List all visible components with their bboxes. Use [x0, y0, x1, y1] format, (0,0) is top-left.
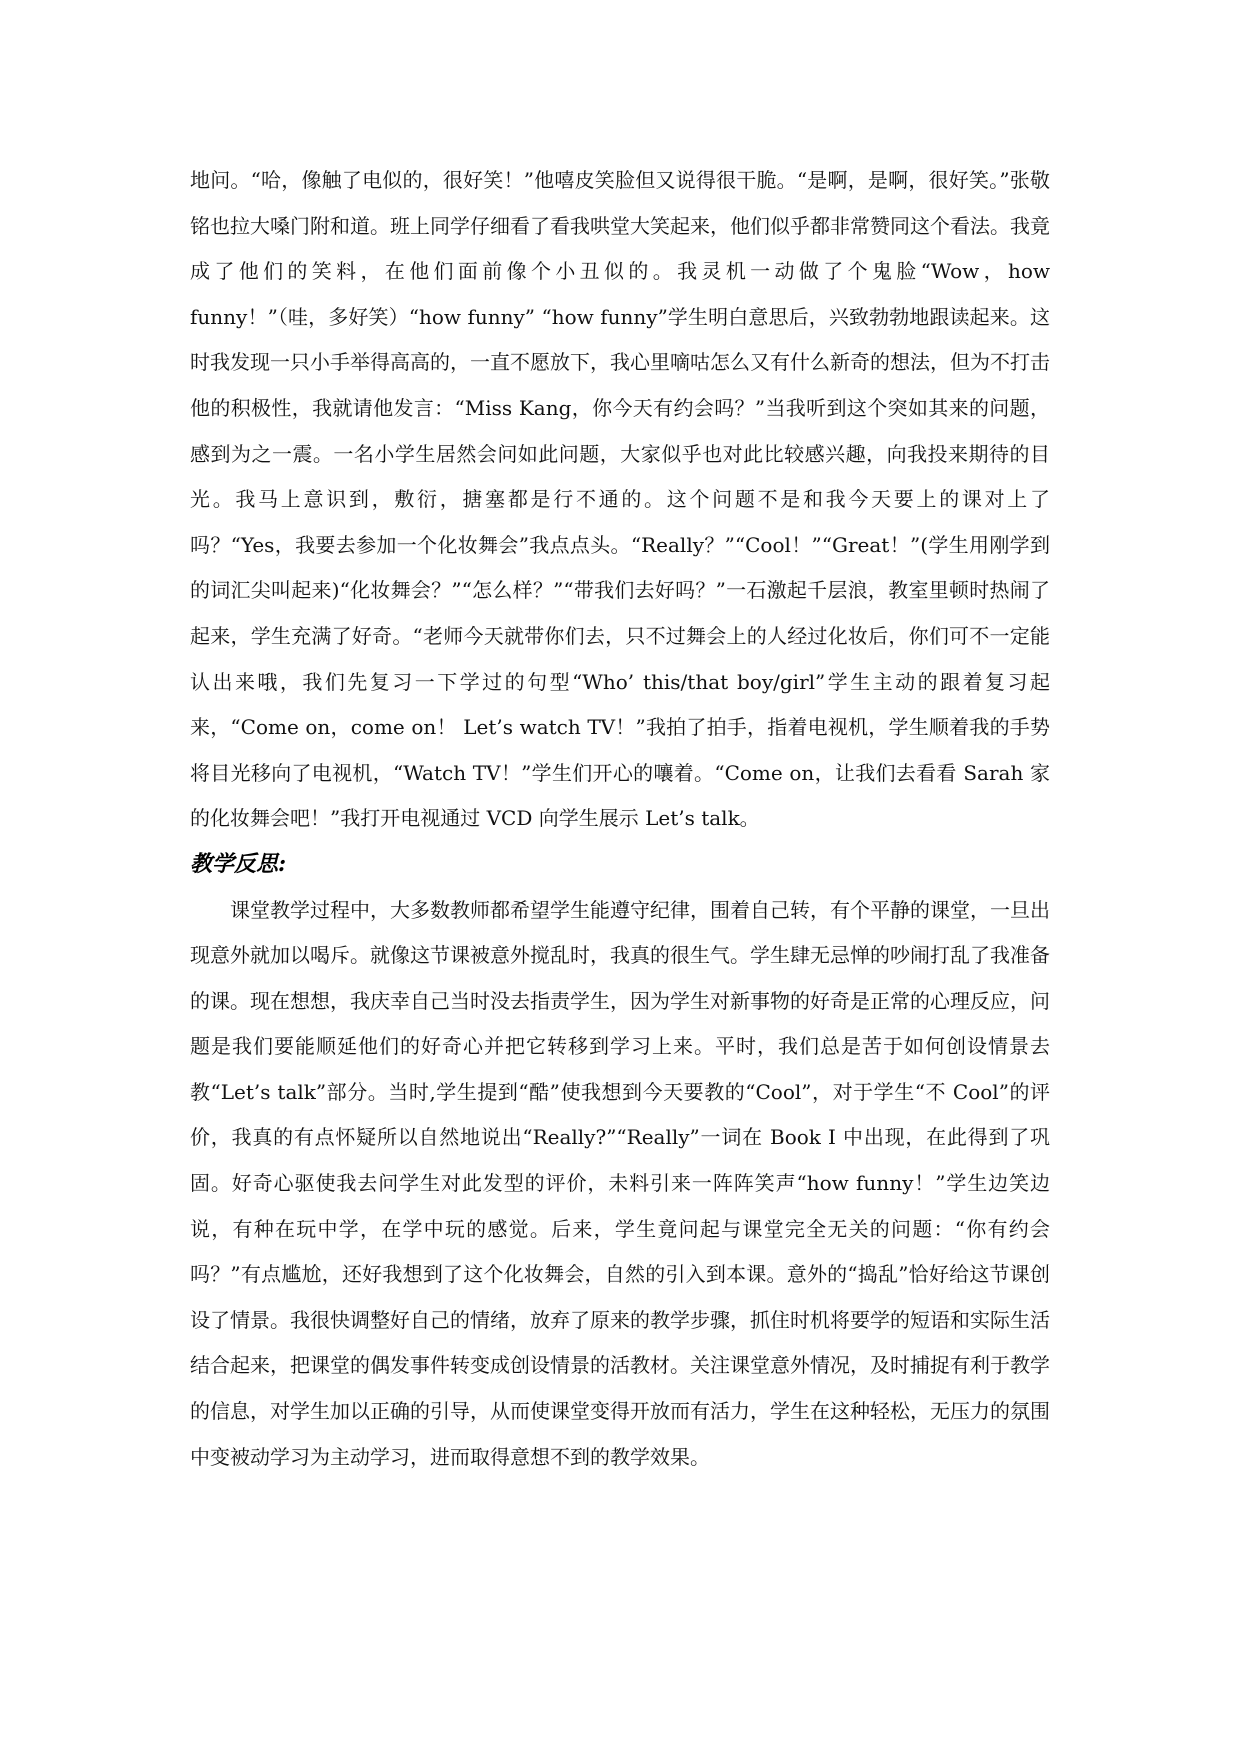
reflection-paragraph: 课堂教学过程中，大多数教师都希望学生能遵守纪律，围着自己转，有个平静的课堂，一旦出现意外就加以喝斥。就像这节课被意外搅乱时，我真的很生气。学生肆无忌惮的吵闹打乱了我准备的课。现在想想，我庆幸自己当时没去指责学生，因为学生对新事物的好奇是正常的心理反应，问题是我们要能顺延他们的好奇心并把它转移到学习上来。平时，我们总是苦于如何创设情景去教“Let’s talk”部分。当时,学生提到“酷”使我想到今天要教的“Cool”，对于学生“不 Cool”的评价，我真的有点怀疑所以自然地说出“Really?”“Really”一词在 Book I 中出现，在此得到了巩固。好奇心驱使我去问学生对此发型的评价，未料引来一阵阵笑声“how funny！”学生边笑边说，有种在玩中学，在学中玩的感觉。后来，学生竟问起与课堂完全无关的问题：“你有约会吗？”有点尴尬，还好我想到了这个化妆舞会，自然的引入到本课。意外的“捣乱”恰好给这节课创设了情景。我很快调整好自己的情绪，放弃了原来的教学步骤，抓住时机将要学的短语和实际生活结合起来，把课堂的偶发事件转变成创设情景的活教材。关注课堂意外情况，及时捕捉有利于教学的信息，对学生加以正确的引导，从而使课堂变得开放而有活力，学生在这种轻松，无压力的氛围中变被动学习为主动学习，进而取得意想不到的教学效果。	[190, 897, 1050, 1469]
narrative-paragraph: 地问。“哈，像触了电似的，很好笑！”他嘻皮笑脸但又说得很干脆。“是啊，是啊，很好笑。”张敬铭也拉大嗓门附和道。班上同学仔细看了看我哄堂大笑起来，他们似乎都非常赞同这个看法。我竟成了他们的笑料，在他们面前像个小丑似的。我灵机一动做了个鬼脸“Wow，how funny！”（哇，多好笑）“how funny” “how funny”学生明白意思后，兴致勃勃地跟读起来。这时我发现一只小手举得高高的，一直不愿放下，我心里嘀咕怎么又有什么新奇的想法，但为不打击他的积极性，我就请他发言：“Miss Kang，你今天有约会吗？”当我听到这个突如其来的问题，感到为之一震。一名小学生居然会问如此问题，大家似乎也对此比较感兴趣，向我投来期待的目光。我马上意识到，敷衍，搪塞都是行不通的。这个问题不是和我今天要上的课对上了吗？“Yes，我要去参加一个化妆舞会”我点点头。“Really？”“Cool！”“Great！”(学生用刚学到的词汇尖叫起来)“化妆舞会？”“怎么样？”“带我们去好吗？”一石激起千层浪，教室里顿时热闹了起来，学生充满了好奇。“老师今天就带你们去，只不过舞会上的人经过化妆后，你们可不一定能认出来哦，我们先复习一下学过的句型“Who’ this/that boy/girl”学生主动的跟着复习起来，“Come on，come on！ Let’s watch TV！”我拍了拍手，指着电视机，学生顺着我的手势将目光移向了电视机，“Watch TV！”学生们开心的嚷着。“Come on，让我们去看看 Sarah 家的化妆舞会吧！”我打开电视通过 VCD 向学生展示 Let’s talk。	[190, 168, 1050, 831]
document-body	[190, 158, 1050, 1480]
section-heading-reflection: 教学反思:	[190, 850, 287, 877]
